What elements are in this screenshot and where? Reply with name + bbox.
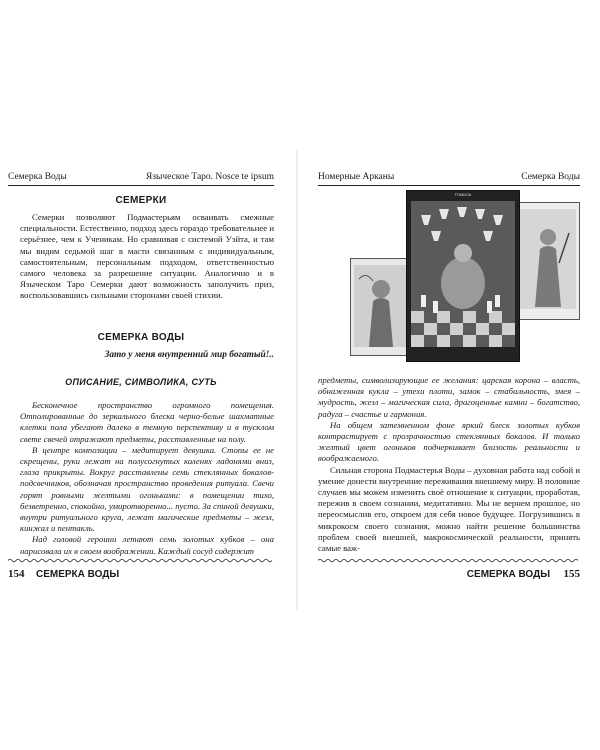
right-page	[318, 170, 580, 580]
tarot-card-seven-of-water-image	[406, 190, 520, 362]
left-footer-wavy-rule	[8, 558, 274, 563]
description-paragraph-1: Бесконечное пространство огромного помещения. Отполированные до зеркального блеска черно-белые шахматные клетки пола убегают далеко в темную перспективу и в тусклом свете свечей отражают предметы, расставленные на полу.	[20, 400, 274, 444]
right-running-head-section: Номерные Арканы	[318, 172, 395, 182]
tarot-card-left-image	[350, 258, 412, 356]
tarot-card-right-image	[516, 202, 580, 320]
strength-paragraph: Сильная сторона Подмастерья Воды – духовная работа над собой и умение донести внутренние переживания внешнему миру. В половине случаев мы можем изменить своё отношение к ситуации, проработав, пережив в своем сознании, медитативно. Мы не вернем прошлое, но переосмыслив его, откроем для себя новое будущее. Погрузившись в микрокосм своего сознания, можно найти решение большинства проблем своей внешней, макрокосмической реальности, принять самые важ-	[318, 464, 580, 554]
right-footer-wavy-rule	[318, 558, 580, 563]
contrast-paragraph: На общем затемненном фоне яркий блеск золотых кубков контрастирует с прозрачностью стеклянных бокалов. И только желтый цвет огоньков подчеркивает близость реальности и воображаемого.	[318, 419, 580, 464]
left-footer-title: СЕМЕРКА ВОДЫ	[36, 569, 120, 580]
intro-paragraph: Семерки позволяют Подмастерьям осваивать смежные специальности. Естественно, подход здесь гораздо требовательнее и серьёзнее, чем к Ученикам. Но сравнивая с системой Уэйта, и там мы видим седьмой шаг в масти связанным с индивидуальным, самостоятельным, персональным подходом, ответственностью самого человека за разрешение ситуации. Аналогично и в Языческом Таро Семерки дают возможность заполучить приз, воспользовавшись сильными сторонами своей стихии.	[20, 212, 274, 301]
left-page	[8, 170, 274, 580]
symbols-paragraph: предметы, символизирующие ее желания: царская корона – власть, обнаженная кукла – утехи плоти, замок – стабильность, змея – мудрость, жезл – магическая сила, драгоценные камни – богатство, радуга – счастье и гармония.	[318, 375, 580, 419]
description-paragraph-3: Над головой героини летают семь золотых кубков – она нарисовала их в своем воображении. Каждый сосуд содержит	[20, 534, 274, 556]
book-gutter	[296, 150, 298, 610]
card-heading: СЕМЕРКА ВОДЫ	[97, 332, 185, 343]
right-footer-title: СЕМЕРКА ВОДЫ	[466, 569, 550, 580]
description-paragraph-2: В центре композиции – медитирует девушка. Стопы ее не скрещены, руки лежат на полусогнутых коленях ладонями вниз, глаза прикрыты. Вокруг расставлены семь стеклянных бокалов-подсвечников, обозначая пространство проведения ритуала. Свечи горят ровными желтыми огоньками: в помещении тихо, безветренно, спокойно, умиротворенно... пусто. За спиной девушки, внутри ритуального круга, лежат магические предметы – жезл, кинжал и пентакль.	[20, 444, 274, 534]
card-label-top: ТОМИЛА	[454, 192, 472, 197]
left-page-number: 154	[8, 568, 25, 580]
left-running-head-title: Семерка Воды	[8, 172, 67, 182]
section-heading: СЕМЕРКИ	[115, 195, 167, 206]
right-page-number: 155	[563, 568, 580, 580]
right-running-head	[318, 170, 580, 186]
right-running-head-title: Семерка Воды	[521, 172, 580, 182]
epigraph: Зато у меня внутренний мир богатый!..	[104, 350, 274, 360]
card-label-bottom	[407, 353, 519, 358]
description-subheading: ОПИСАНИЕ, СИМВОЛИКА, СУТЬ	[65, 377, 217, 387]
left-running-head	[8, 170, 274, 186]
left-running-head-book-title: Языческое Таро. Nosce te ipsum	[145, 172, 274, 182]
